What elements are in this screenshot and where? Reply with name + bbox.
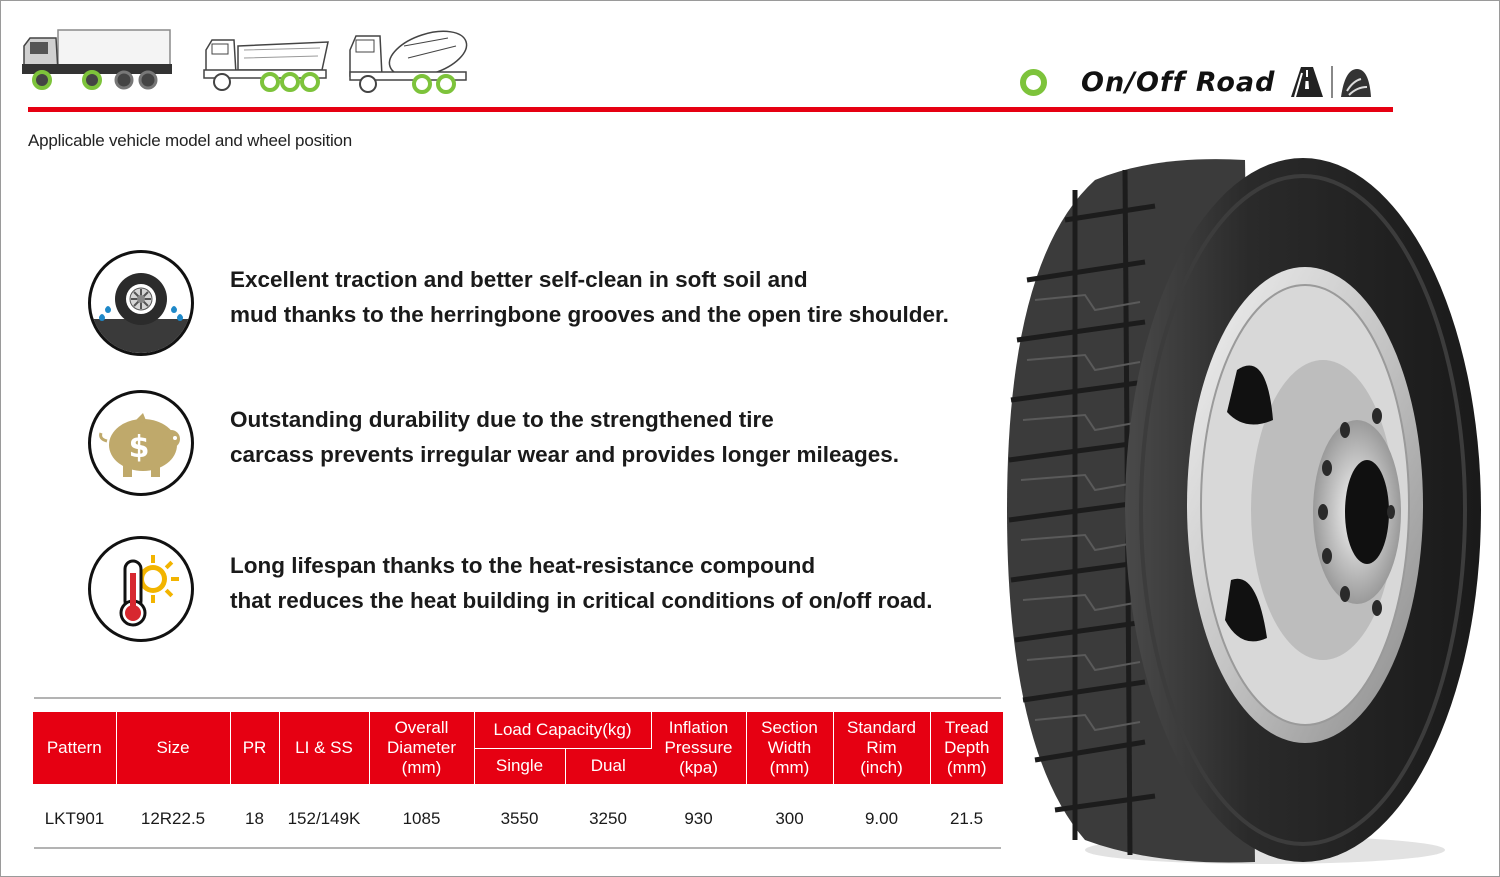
feature-text	[230, 262, 949, 332]
feature-traction	[88, 250, 968, 360]
feature-line-2: carcass prevents irregular wear and provides longer mileages.	[230, 442, 900, 467]
feature-line-2: mud thanks to the herringbone grooves and the open tire shoulder.	[230, 302, 949, 327]
cement-mixer-icon	[348, 24, 476, 96]
vehicle-models	[18, 24, 478, 96]
spec-table	[33, 712, 1003, 850]
table-row	[33, 784, 1003, 850]
svg-text:$: $	[128, 430, 150, 465]
box-truck-icon	[18, 24, 174, 96]
header-load-capacity: Load Capacity(kg)	[474, 712, 651, 748]
cell-pr: 18	[245, 809, 264, 829]
piggy-bank-icon	[88, 390, 194, 496]
cell-inflation-pressure: 930	[684, 809, 713, 829]
cell-single: 3550	[500, 809, 539, 829]
cell-size: 12R22.5	[140, 809, 206, 829]
cell-section-width: 300	[775, 809, 804, 829]
mountain-road-icon	[1339, 65, 1373, 99]
feature-text	[230, 402, 899, 472]
header-inflation-pressure: Inflation Pressure (kpa)	[651, 712, 746, 784]
cell-dual: 3250	[589, 809, 627, 829]
feature-durability	[88, 390, 968, 500]
header-pattern: Pattern	[33, 712, 116, 784]
header-section-width: Section Width (mm)	[746, 712, 833, 784]
header-standard-rim: Standard Rim (inch)	[833, 712, 930, 784]
feature-line-2: that reduces the heat building in critical conditions of on/off road.	[230, 588, 933, 613]
green-ring-icon	[1020, 69, 1047, 96]
feature-line-1: Excellent traction and better self-clean in soft soil and	[230, 267, 808, 292]
header-size: Size	[116, 712, 230, 784]
road-type-tag	[1020, 62, 1373, 102]
cell-tread-depth: 21.5	[949, 809, 984, 829]
header-overall-diameter: Overall Diameter (mm)	[369, 712, 474, 784]
road-type-label: On/Off Road	[1081, 66, 1276, 98]
feature-line-1: Outstanding durability due to the strengthened tire	[230, 407, 774, 432]
header-single: Single	[474, 748, 565, 784]
cell-overall-diameter: 1085	[402, 809, 441, 829]
feature-lifespan	[88, 536, 968, 646]
road-icons	[1289, 65, 1373, 99]
header-dual: Dual	[565, 748, 651, 784]
cell-li-ss: 152/149K	[287, 809, 361, 829]
dump-truck-icon	[202, 24, 330, 96]
feature-text	[230, 548, 933, 618]
table-top-rule	[34, 697, 1001, 699]
cell-standard-rim: 9.00	[864, 809, 899, 829]
table-bottom-rule	[34, 847, 1001, 849]
header-divider	[28, 107, 1393, 112]
cell-pattern: LKT901	[44, 809, 105, 829]
header-li-ss: LI & SS	[279, 712, 369, 784]
road-icon	[1289, 65, 1325, 99]
applicable-label: Applicable vehicle model and wheel position	[28, 131, 353, 150]
header-pr: PR	[230, 712, 279, 784]
thermometer-sun-icon	[88, 536, 194, 642]
header-tread-depth: Tread Depth (mm)	[930, 712, 1003, 784]
feature-line-1: Long lifespan thanks to the heat-resistance compound	[230, 553, 816, 578]
tire-product-image	[1005, 150, 1483, 872]
wet-tire-icon	[88, 250, 194, 356]
